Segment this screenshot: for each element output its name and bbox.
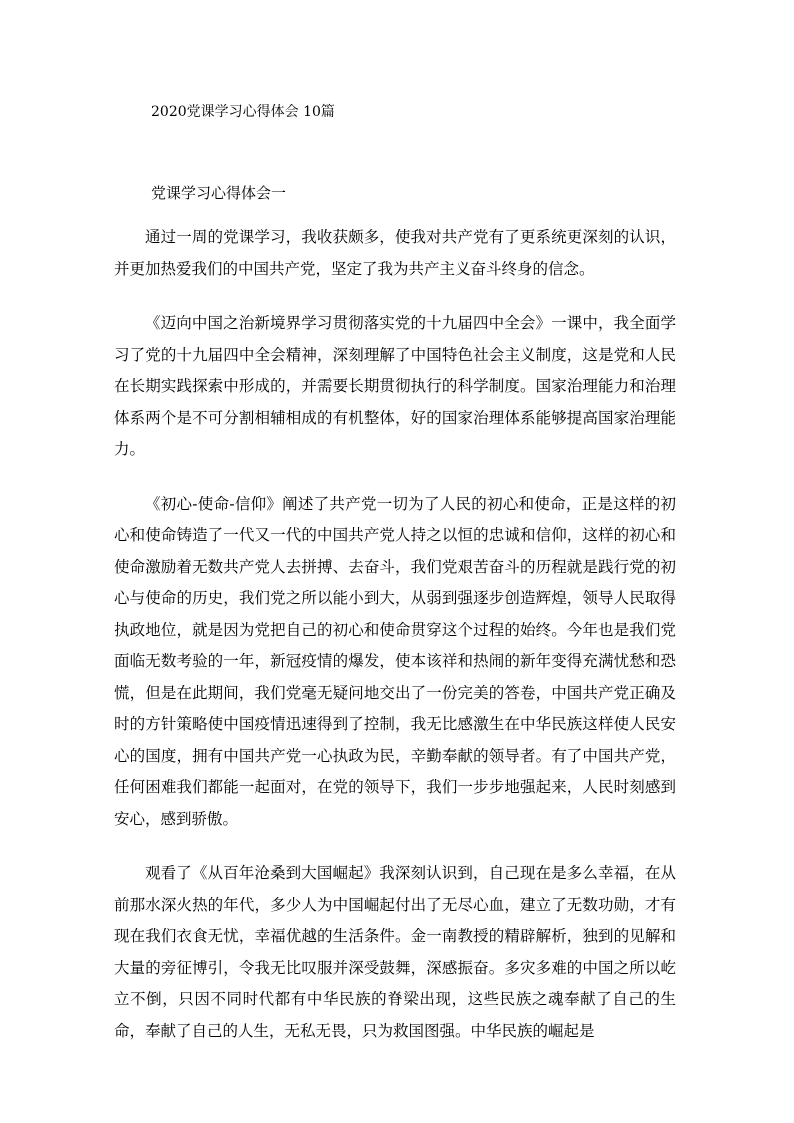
- paragraph: 《迈向中国之治新境界学习贯彻落实党的十九届四中全会》一课中，我全面学习了党的十九届四中全会精神，深刻理解了中国特色社会主义制度，这是党和人民在长期实践探索中形成的，并需要长期贯彻执行的科学制度。国家治理能力和治理体系两个是不可分割相辅相成的有机整体，好的国家治理体系能够提高国家治理能力。: [114, 314, 676, 458]
- paragraph: 《初心-使命-信仰》阐述了共产党一切为了人民的初心和使命，正是这样的初心和使命铸造了一代又一代的中国共产党人持之以恒的忠诚和信仰，这样的初心和使命激励着无数共产党人去拼搏、去奋斗，我们党艰苦奋斗的历程就是践行党的初心与使命的历史，我们党之所以能小到大，从弱到强逐步创造辉煌，领导人民取得执政地位，就是因为党把自己的初心和使命贯穿这个过程的始终。今年也是我们党面临无数考验的一年，新冠疫情的爆发，使本该祥和热闹的新年变得充满忧愁和恐慌，但是在此期间，我们党毫无疑问地交出了一份完美的答卷，中国共产党正确及时的方针策略使中国疫情迅速得到了控制，我无比感激生在中华民族这样使人民安心的国度，拥有中国共产党一心执政为民，辛勤奉献的领导者。有了中国共产党，任何困难我们都能一起面对，在党的领导下，我们一步步地强起来，人民时刻感到安心，感到骄傲。: [114, 494, 676, 828]
- document-body: [114, 222, 676, 1070]
- document-title: 2020党课学习心得体会 10篇: [151, 104, 335, 120]
- paragraph: 观看了《从百年沧桑到大国崛起》我深刻认识到，自己现在是多么幸福，在从前那水深火热的年代，多少人为中国崛起付出了无尽心血，建立了无数功勋，才有现在我们衣食无忧，幸福优越的生活条件。金一南教授的精辟解析，独到的见解和大量的旁征博引，令我无比叹服并深受鼓舞，深感振奋。多灾多难的中国之所以屹立不倒，只因不同时代都有中华民族的脊梁出现，这些民族之魂奉献了自己的生命，奉献了自己的人生，无私无畏，只为救国图强。中华民族的崛起是: [114, 864, 676, 1040]
- paragraph: 通过一周的党课学习，我收获颇多，使我对共产党有了更系统更深刻的认识，并更加热爱我们的中国共产党，坚定了我为共产主义奋斗终身的信念。: [114, 228, 676, 278]
- section-heading: 党课学习心得体会一: [151, 184, 287, 202]
